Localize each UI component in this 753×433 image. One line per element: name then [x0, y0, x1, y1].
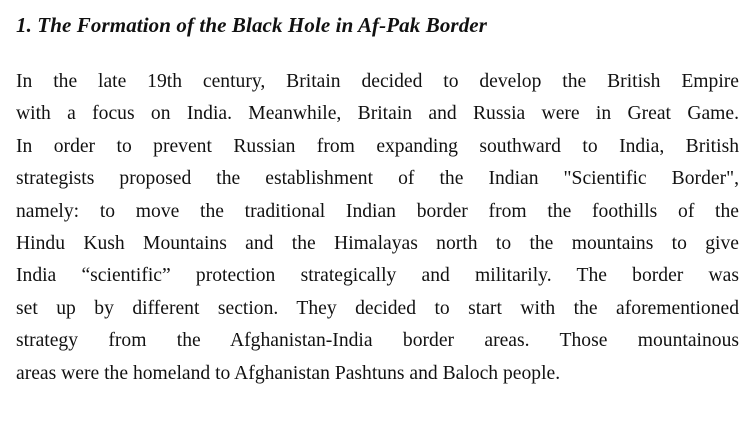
body-paragraph [16, 66, 739, 390]
paragraph-line: Hindu Kush Mountains and the Himalayas north to the mountains to give [16, 233, 739, 255]
paragraph-line: set up by different section. They decided to start with the aforementioned [16, 297, 739, 319]
paragraph-line: In order to prevent Russian from expanding southward to India, British [16, 135, 739, 157]
paragraph-line: namely: to move the traditional Indian border from the foothills of the [16, 200, 739, 222]
section-title: 1. The Formation of the Black Hole in Af-Pak Border [16, 13, 487, 37]
paragraph-line: In the late 19th century, Britain decided to develop the British Empire [16, 71, 739, 92]
paragraph-line: with a focus on India. Meanwhile, Britain and Russia were in Great Game. [16, 103, 739, 125]
paragraph-line: areas were the homeland to Afghanistan Pashtuns and Baloch people. [16, 362, 561, 384]
paragraph-line: India “scientific” protection strategically and militarily. The border was [16, 265, 739, 287]
paragraph-line: strategists proposed the establishment of the Indian "Scientific Border", [16, 168, 739, 190]
paragraph-line: strategy from the Afghanistan-India border areas. Those mountainous [16, 330, 739, 352]
